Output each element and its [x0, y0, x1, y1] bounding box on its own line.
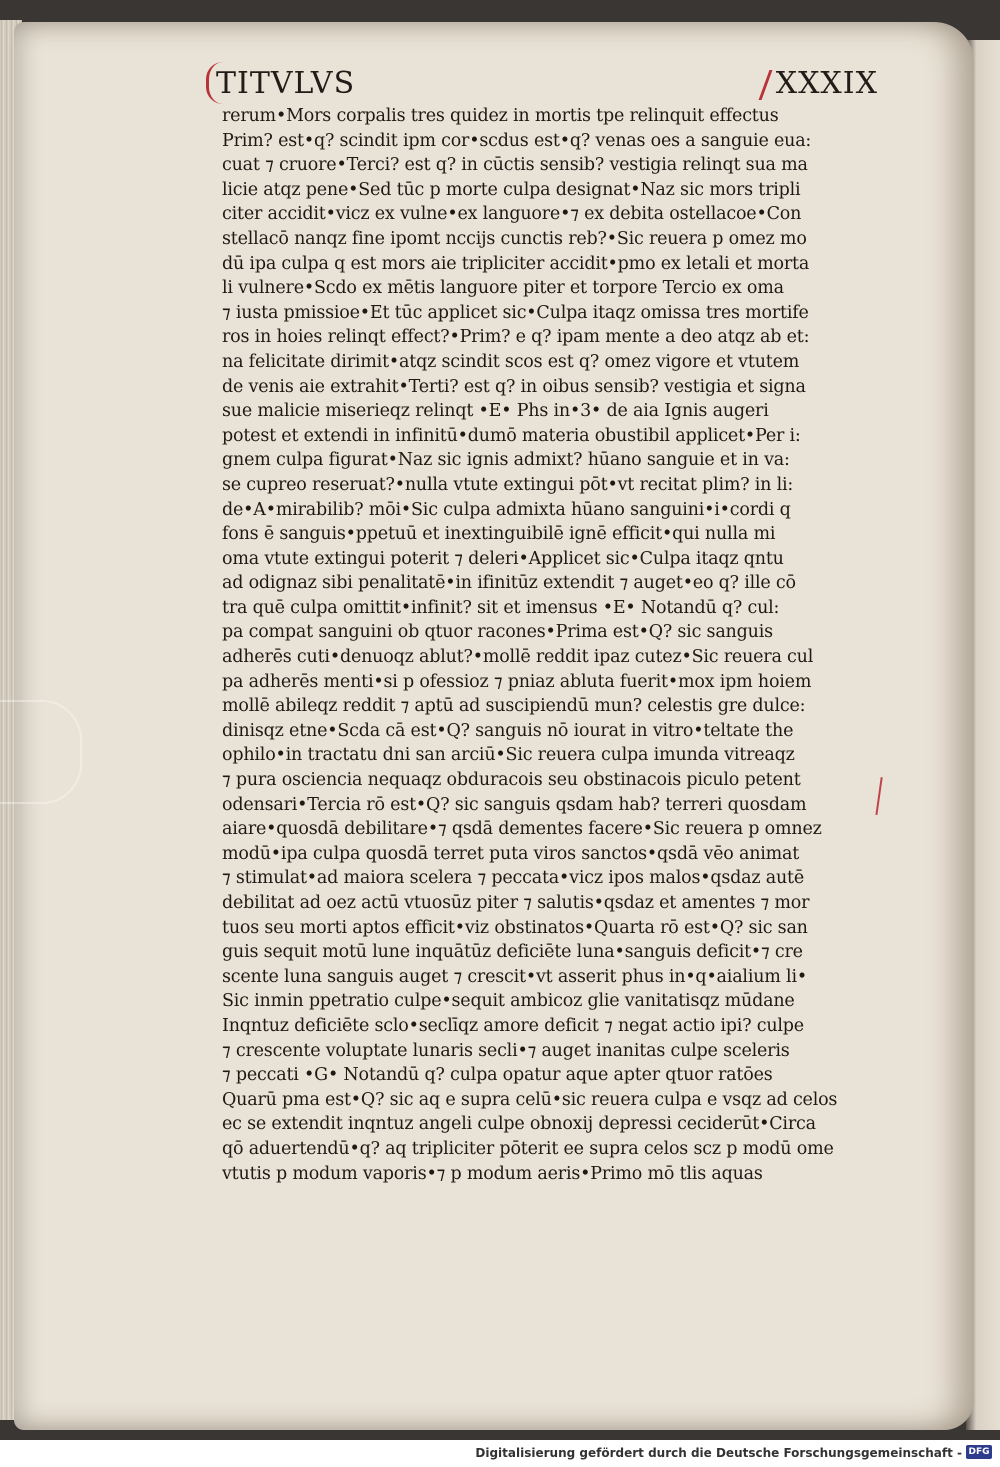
footer-bar — [0, 1440, 1000, 1467]
book-clasp — [0, 700, 82, 804]
text-line: li vulnere•Scdo ex mētis languore piter et torpore Tercio ex oma — [222, 278, 784, 299]
text-line: Quarū pma est•Q? sic aq e supra celū•sic reuera culpa e vsqz ad celos — [222, 1089, 838, 1110]
text-line: tuos seu morti aptos efficit•viz obstinatos•Quarta rō est•Q? sic san — [222, 917, 808, 938]
text-line: oma vtute extingui poterit ⁊ deleri•Applicet sic•Culpa itaqz qntu — [222, 548, 784, 569]
text-line: aiare•quosdā debilitare•⁊ qsdā dementes facere•Sic reuera p omnez — [222, 819, 822, 840]
text-line: licie atqz pene•Sed tūc p morte culpa designat•Naz sic mors tripli — [222, 179, 801, 200]
text-line: vtutis p modum vaporis•⁊ p modum aeris•Primo mō tlis aquas — [222, 1163, 763, 1184]
text-line: adherēs cuti•denuoqz ablut?•mollē reddit ipaz cutez•Sic reuera cul — [222, 647, 814, 668]
text-line: rerum•Mors corpalis tres quidez in mortis tpe relinquit effectus — [222, 106, 779, 126]
text-line: mollē abileqz reddit ⁊ aptū ad suscipiendū mun? celestis gre dulce: — [222, 696, 806, 717]
text-line: pa adherēs menti•si p ofessioz ⁊ pniaz abluta fuerit•mox ipm hoiem — [222, 671, 812, 692]
text-line: dū ipa culpa q est mors aie tripliciter accidit•pmo ex letali et morta — [222, 253, 810, 274]
text-line: de venis aie extrahit•Terti? est q? in oibus sensib? vestigia et signa — [222, 376, 806, 397]
text-line: Inqntuz deficiēte sclo•seclīqz amore deficit ⁊ negat actio ipi? culpe — [222, 1015, 804, 1036]
text-column — [222, 104, 882, 1186]
text-line: potest et extendi in infinitū•dumō materia obustibil applicet•Per i: — [222, 425, 801, 446]
text-line: cuat ⁊ cruore•Terci? est q? in cūctis sensib? vestigia relinqt sua ma — [222, 155, 808, 176]
text-line: se cupreo reseruat?•nulla vtute extingui pōt•vt recitat plim? in li: — [222, 474, 794, 495]
running-head — [208, 66, 878, 106]
text-line: gnem culpa figurat•Naz sic ignis admixt? hūano sanguie et in va: — [222, 450, 790, 471]
text-line: stellacō nanqz fine ipomt nccijs cunctis reb?•Sic reuera p omez mo — [222, 228, 807, 249]
text-line: Sic inmin ppetratio culpe•sequit ambicoz glie vanitatisqz mūdane — [222, 991, 795, 1012]
text-line: citer accidit•vicz ex vulne•ex languore•⁊ ex debita ostellacoe•Con — [222, 204, 802, 225]
running-title: TITVLVS — [216, 66, 356, 101]
text-line: de•A•mirabilib? mōi•Sic culpa admixta hūano sanguini•i•cordi q — [222, 499, 791, 520]
text-line: ophilo•in tractatu dni san arciū•Sic reuera culpa imunda vitreaqz — [222, 745, 795, 766]
folio-number: XXXIX — [775, 66, 878, 101]
text-line: ⁊ pura osciencia nequaqz obduracois seu obstinacois piculo petent — [222, 770, 801, 791]
text-line: pa compat sanguini ob qtuor racones•Prima est•Q? sic sanguis — [222, 622, 773, 643]
text-line: Prim? est•q? scindit ipm cor•scdus est•q? venas oes a sanguie eua: — [222, 130, 812, 151]
funding-credit: Digitalisierung gefördert durch die Deutsche Forschungsgemeinschaft - — [475, 1446, 962, 1460]
text-line: dinisqz etne•Scda cā est•Q? sanguis nō iourat in vitro•teltate the — [222, 720, 794, 741]
text-line: qō aduertendū•q? aq tripliciter pōterit ee supra celos scz p modū ome — [222, 1138, 834, 1159]
text-line: ad odignaz sibi penalitatē•in ifinitūz extendit ⁊ auget•eo q? ille cō — [222, 573, 796, 594]
text-line: odensari•Tercia rō est•Q? sic sanguis qsdam hab? terreri quosdam — [222, 794, 807, 815]
text-line: ⁊ iusta pmissioe•Et tūc applicet sic•Culpa itaqz omissa tres mortife — [222, 302, 809, 323]
text-line: ros in hoies relinqt effect?•Prim? e q? ipam mente a deo atqz ab et: — [222, 327, 810, 348]
text-line: modū•ipa culpa quosdā terret puta viros sanctos•qsdā vēo animat — [222, 843, 800, 864]
text-line: ⁊ peccati •G• Notandū q? culpa opatur aque apter qtuor ratōes — [222, 1065, 773, 1086]
text-line: tra quē culpa omittit•infinit? sit et imensus •E• Notandū q? cul: — [222, 597, 780, 618]
text-line: fons ē sanguis•ppetuū et inextinguibilē ignē efficit•qui nulla mi — [222, 524, 776, 545]
text-line: na felicitate dirimit•atqz scindit scos est q? omez vigore et vtutem — [222, 351, 800, 372]
dfg-logo: DFG — [966, 1445, 992, 1459]
text-line: sue malicie miserieqz relinqt •E• Phs in•3• de aia Ignis augeri — [222, 401, 769, 422]
text-line: debilitat ad oez actū vtuosūz piter ⁊ salutis•qsdaz et amentes ⁊ mor — [222, 893, 810, 913]
text-line: guis sequit motū lune inquātūz deficiēte luna•sanguis deficit•⁊ cre — [222, 942, 803, 963]
text-line: ec se extendit inqntuz angeli culpe obnoxij depressi ceciderūt•Circa — [222, 1114, 816, 1135]
text-line: scente luna sanguis auget ⁊ crescit•vt asserit phus in•q•aialium li• — [222, 966, 807, 987]
text-line: ⁊ crescente voluptate lunaris secli•⁊ auget inanitas culpe sceleris — [222, 1040, 790, 1061]
text-line: ⁊ stimulat•ad maiora scelera ⁊ peccata•vicz ipos malos•qsdaz autē — [222, 868, 805, 889]
